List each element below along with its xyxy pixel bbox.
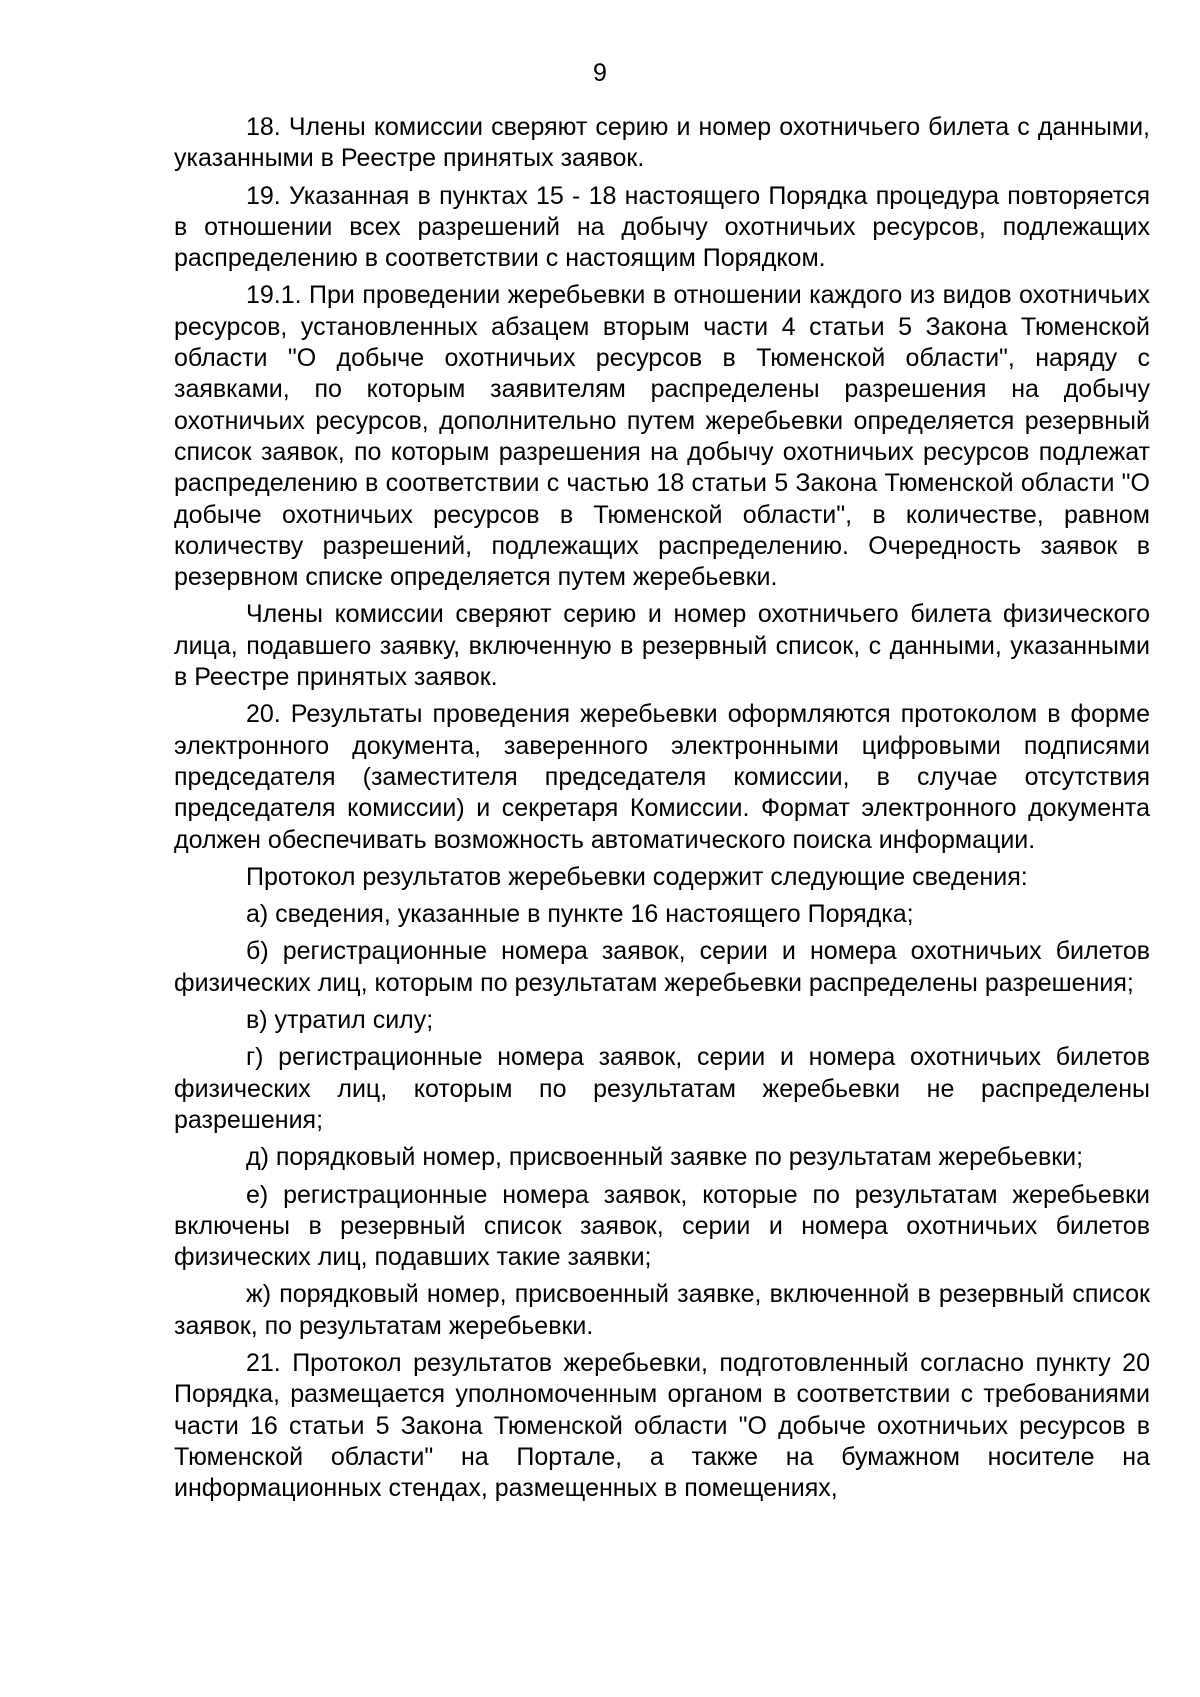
paragraph-protocol-intro: Протокол результатов жеребьевки содержит следующие сведения: [246,862,1028,891]
list-item-e: е) регистрационные номера заявок, которые по результатам жеребьевки включены в резервный список заявок, серии и номера охотничьих билетов физических лиц, подавших такие заявки; [174,1180,1150,1272]
paragraph-19-1: 19.1. При проведении жеребьевки в отношении каждого из видов охотничьих ресурсов, установленных абзацем вторым части 4 статьи 5 Закона Тюменской области "О добыче охотничьих ресурсов в Тюменской области", наряду с заявками, по которым заявителям распределены разрешения на добычу охотничьих ресурсов, дополнительно путем жеребьевки определяется резервный список заявок, по которым разрешения на добычу охотничьих ресурсов подлежат распределению в соответствии с частью 18 статьи 5 Закона Тюменской области "О добыче охотничьих ресурсов в Тюменской области", в количестве, равном количеству разрешений, подлежащих распределению. Очередность заявок в резервном списке определяется путем жеребьевки. [174,281,1150,592]
list-item-zh: ж) порядковый номер, присвоенный заявке, включенной в резервный список заявок, по результатам жеребьевки. [174,1280,1150,1340]
paragraph-20: 20. Результаты проведения жеребьевки оформляются протоколом в форме электронного документа, заверенного электронными цифровыми подписями председателя (заместителя председателя комиссии, в случае отсутствия председателя комиссии) и секретаря Комиссии. Формат электронного документа должен обеспечивать возможность автоматического поиска информации. [174,700,1150,854]
list-item-v: в) утратил силу; [246,1006,434,1035]
document-body [174,112,1150,1504]
list-item-g: г) регистрационные номера заявок, серии и номера охотничьих билетов физических лиц, которым по результатам жеребьевки не распределены разрешения; [174,1043,1150,1134]
paragraph-19: 19. Указанная в пунктах 15 - 18 настоящего Порядка процедура повторяется в отношении всех разрешений на добычу охотничьих ресурсов, подлежащих распределению в соответствии с настоящим Порядком. [174,181,1150,273]
list-item-d: д) порядковый номер, присвоенный заявке по результатам жеребьевки; [246,1143,1084,1172]
list-item-b: б) регистрационные номера заявок, серии и номера охотничьих билетов физических лиц, которым по результатам жеребьевки распределены разрешения; [174,937,1150,997]
paragraph-18: 18. Члены комиссии сверяют серию и номер охотничьего билета с данными, указанными в Реестре принятых заявок. [174,113,1150,173]
paragraph-21: 21. Протокол результатов жеребьевки, подготовленный согласно пункту 20 Порядка, размещается уполномоченным органом в соответствии с требованиями части 16 статьи 5 Закона Тюменской области "О добыче охотничьих ресурсов в Тюменской области" на Портале, а также на бумажном носителе на информационных стендах, размещенных в помещениях, [174,1348,1150,1503]
list-item-a: а) сведения, указанные в пункте 16 настоящего Порядка; [246,900,914,929]
paragraph-reserve-check: Члены комиссии сверяют серию и номер охотничьего билета физического лица, подавшего заявку, включенную в резервный список, с данными, указанными в Реестре принятых заявок. [174,600,1150,692]
page-number: 9 [593,59,607,87]
